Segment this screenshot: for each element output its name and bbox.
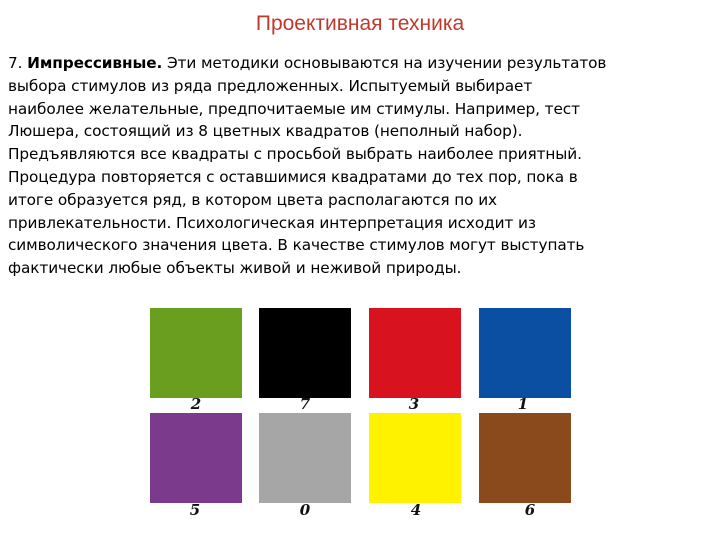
paragraph-line-5: Предъявляются все квадраты с просьбой выбрать наиболее приятный.	[8, 145, 582, 164]
paragraph-line-8: привлекательности. Психологическая интерпретация исходит из	[8, 213, 536, 232]
color-square-blue	[479, 308, 571, 398]
slide-title: Проективная техника	[255, 12, 465, 35]
color-square-black	[259, 308, 351, 398]
color-square-purple	[150, 413, 242, 503]
square-label-red: 3	[408, 395, 420, 413]
paragraph-line-3: наиболее желательные, предпочитаемые им стимулы. Например, тест	[8, 99, 580, 118]
color-square-gray	[259, 413, 351, 503]
item-heading: Импрессивные.	[27, 54, 163, 72]
color-square-red	[369, 308, 461, 398]
square-label-brown: 6	[524, 501, 536, 519]
square-label-gray: 0	[299, 501, 311, 519]
paragraph-line-10: фактически любые объекты живой и неживой природы.	[8, 259, 462, 278]
square-label-blue: 1	[517, 395, 529, 413]
square-label-green: 2	[190, 395, 202, 413]
square-label-yellow: 4	[410, 501, 422, 519]
square-label-purple: 5	[189, 501, 201, 519]
color-square-yellow	[369, 413, 461, 503]
paragraph-line-2: выбора стимулов из ряда предложенных. Испытуемый выбирает	[8, 76, 533, 95]
paragraph-line-9: символического значения цвета. В качестве стимулов могут выступать	[8, 236, 585, 255]
item-number: 7.	[8, 54, 28, 72]
color-square-green	[150, 308, 242, 398]
paragraph-line-7: итоге образуется ряд, в котором цвета располагаются по их	[8, 190, 497, 209]
paragraph-line-4: Люшера, состоящий из 8 цветных квадратов (неполный набор).	[8, 122, 523, 141]
paragraph-line-text-1: Эти методики основываются на изучении результатов	[162, 54, 607, 72]
square-label-black: 7	[299, 395, 311, 413]
paragraph-line-6: Процедура повторяется с оставшимися квадратами до тех пор, пока в	[8, 167, 578, 186]
color-square-brown	[479, 413, 571, 503]
